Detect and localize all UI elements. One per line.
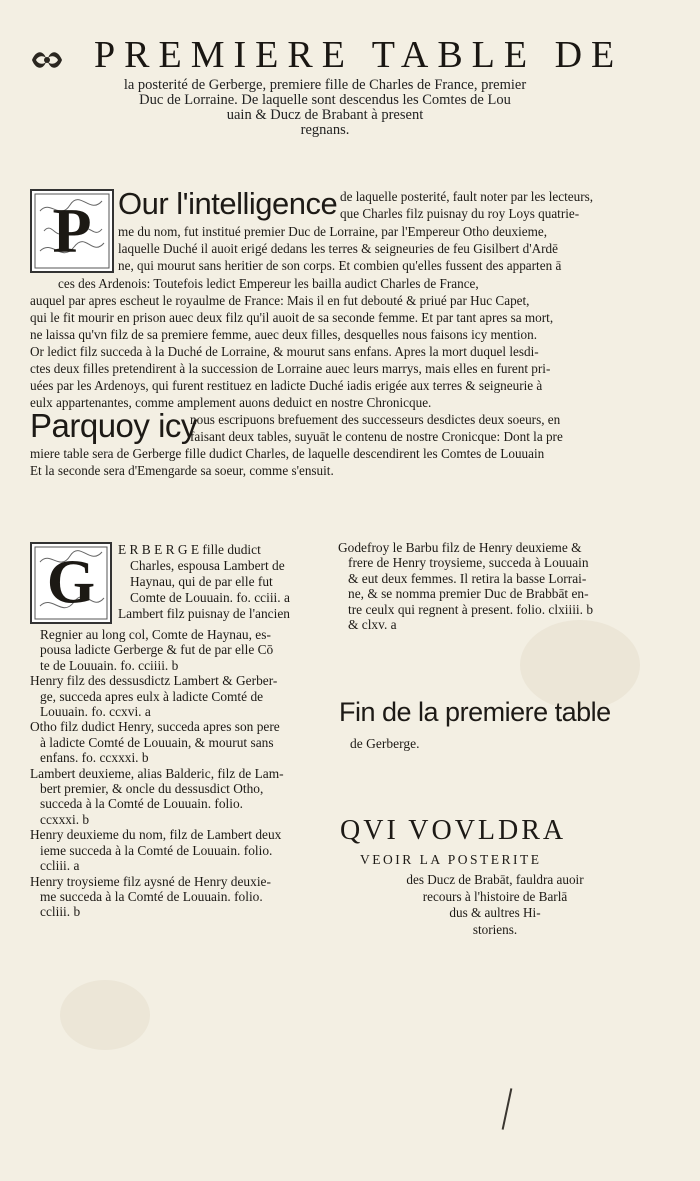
entry-line: Henry deuxieme du nom, filz de Lambert deux [30, 827, 282, 843]
left-column [30, 627, 330, 920]
intro-line: eulx appartenantes, comme amplement auons deduict en nostre Chronicque. [30, 395, 432, 410]
dropcap-letter: P [52, 195, 92, 266]
fin-subtitle: de Gerberge. [350, 736, 420, 751]
entry-line: bert premier, & oncle du dessusdict Otho, [40, 781, 264, 797]
entry-line: succeda à la Comté de Louuain. folio. [40, 796, 244, 812]
intro-line: ne, qui mourut sans heritier de son corps. Et combien qu'elles fussent des apparten ā [118, 258, 562, 273]
entry-line: Regnier au long col, Comte de Haynau, es- [40, 627, 271, 642]
right-column [338, 540, 638, 632]
entry-line: ge, succeda apres eulx à ladicte Comté de [40, 688, 264, 704]
entry-line: & eut deux femmes. Il retira la basse Lorrai- [348, 570, 587, 586]
qui-subtitle: VEOIR LA POSTERITE [360, 852, 542, 867]
qui-line: dus & aultres Hi- [449, 905, 541, 920]
entry-line: Charles, espousa Lambert de [130, 558, 285, 573]
intro-line: me du nom, fut institué premier Duc de Lorraine, par l'Empereur Otho deuxieme, [118, 224, 547, 239]
page-title: PREMIERE TABLE DE [94, 34, 624, 76]
entry-line: te de Louuain. fo. cciiii. b [40, 657, 179, 673]
fleuron-ornament-icon [30, 47, 64, 73]
parquoy-heading: Parquoy icy [30, 407, 197, 444]
entry-line: Haynau, qui de par elle fut [130, 574, 273, 589]
entry-line: Otho filz dudict Henry, succeda apres son pere [30, 719, 280, 735]
intro-line: qui le fit mourir en prison auec deux filz qu'il auoit de sa seconde femme. Et par tant apres sa mort, [30, 310, 554, 325]
intro-line: ctes deux filles pretendirent à la succession de Lorraine auec leurs marrys, mais elles en furent pri- [30, 361, 551, 376]
subtitle-line: regnans. [300, 122, 350, 138]
qui-line: recours à l'histoire de Barlā [422, 888, 568, 904]
entry-line: Comte de Louuain. fo. cciii. a [130, 590, 290, 605]
entry-line: ieme succeda à la Comté de Louuain. folio. [40, 842, 273, 858]
entry-line: Henry filz des dessusdictz Lambert & Gerber- [30, 673, 278, 689]
subtitle-line: uain & Ducz de Brabant à present [226, 107, 424, 123]
parquoy-line: faisant deux tables, suyuāt le contenu de nostre Cronicque: Dont la pre [190, 429, 563, 444]
fin-title: Fin de la premiere table [339, 697, 611, 727]
entry-line: tre ceulx qui regnent à present. folio. clxiiii. b [348, 601, 594, 617]
qui-title: QVI VOVLDRA [340, 815, 567, 846]
intro-heading: Our l'intelligence [118, 186, 338, 221]
entry-line: pousa ladicte Gerberge & fut de par elle Cō [40, 642, 274, 658]
intro-line: laquelle Duché il auoit erigé dedans les terres & seigneuries de feu Gisilbert d'Ardē [118, 241, 558, 256]
parquoy-line: miere table sera de Gerberge fille dudict Charles, de laquelle descendirent les Comtes de Louuain [30, 446, 545, 461]
entry-line: ccliii. a [40, 858, 80, 874]
entry-line: enfans. fo. ccxxxi. b [40, 750, 149, 766]
intro-line: de laquelle posterité, fault noter par les lecteurs, [340, 189, 594, 204]
dropcap-letter: G [46, 548, 96, 617]
intro-line: Or ledict filz succeda à la Duché de Lorraine, & mourut sans enfans. Apres la mort duquel lesdi- [30, 344, 539, 359]
entry-line: Lambert filz puisnay de l'ancien [118, 606, 290, 621]
entry-line: ccxxxi. b [40, 811, 90, 827]
entry-line: ne, & se nomma premier Duc de Brabbāt en- [348, 586, 589, 602]
entry-line: & clxv. a [348, 617, 397, 633]
ink-mark [502, 1088, 513, 1129]
entry-line: Lambert deuxieme, alias Balderic, filz de Lam- [30, 765, 284, 781]
entry-line: ccliii. b [40, 904, 81, 920]
subtitle-line: Duc de Lorraine. De laquelle sont descendus les Comtes de Lou [139, 92, 511, 108]
intro-line: ces des Ardenois: Toutefois ledict Empereur les bailla audict Charles de France, [58, 276, 479, 291]
entry-line: me succeda à la Comté de Louuain. folio. [40, 888, 263, 904]
entry-line: Louuain. fo. ccxvi. a [40, 704, 151, 720]
title-subtitle [100, 78, 550, 138]
qui-line: des Ducz de Brabāt, fauldra auoir [406, 872, 584, 887]
entry-line: E R B E R G E fille dudict [118, 542, 261, 557]
intro-line: que Charles filz puisnay du roy Loys quatrie- [340, 206, 580, 221]
entry-line: Henry troysieme filz aysné de Henry deuxie- [30, 873, 271, 889]
qui-line: storiens. [472, 921, 518, 937]
qui-block [360, 872, 630, 938]
dropcap-g [30, 542, 112, 624]
subtitle-line: la posterité de Gerberge, premiere fille de Charles de France, premier [123, 77, 527, 93]
parquoy-line: Et la seconde sera d'Emengarde sa soeur, comme s'ensuit. [30, 463, 334, 478]
intro-line: uées par les Ardenoys, qui furent restituez en ladicte Duché iadis erigée aux terres & seigneurie à [30, 378, 543, 393]
parquoy-line: nous escripuons brefuement des successeurs desdictes deux soeurs, en [190, 412, 561, 427]
dropcap-p [30, 189, 114, 273]
intro-line: auquel par apres escheut le royaulme de France: Mais il en fut debouté & priué par Huc Capet, [30, 293, 530, 308]
intro-line: ne laissa qu'vn filz de sa premiere femme, auec deux filles, desquelles nous faisons icy mention. [30, 327, 538, 342]
paper-stain [60, 980, 150, 1050]
entry-line: frere de Henry troysieme, succeda à Louuain [348, 555, 589, 571]
entry-line: Godefroy le Barbu filz de Henry deuxieme & [338, 540, 582, 555]
entry-line: à ladicte Comté de Louuain, & mourut sans [40, 734, 274, 750]
